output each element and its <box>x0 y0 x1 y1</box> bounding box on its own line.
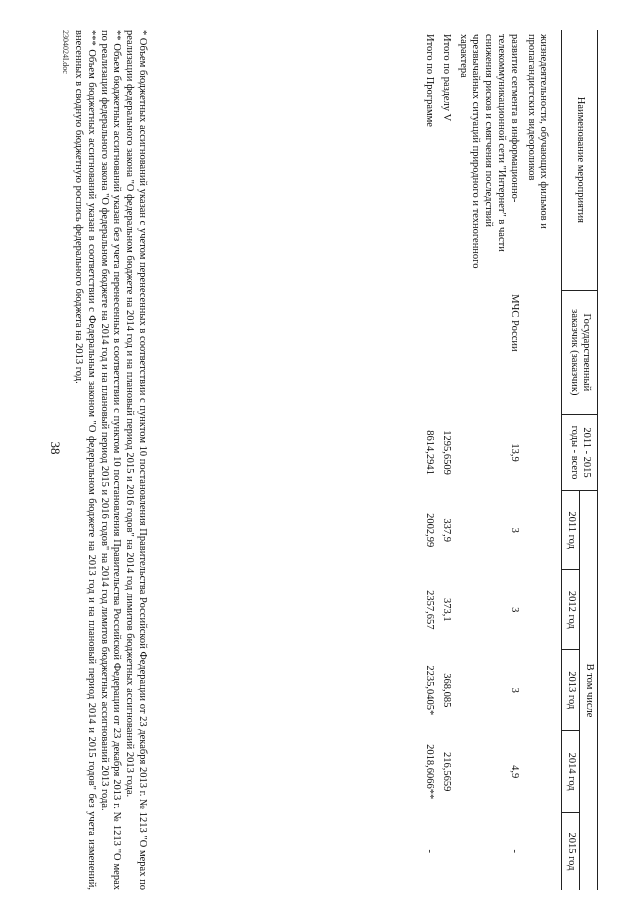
footnote-2: ** Объем бюджетных ассигнований указан без учета перенесенных в соответствии с пунктом 10 постановления Правительства Российской Федерации от 23 декабря 2013 г. № 1213 "О мерах по реализации федерального закона "О федеральном бюджете на 2014 год и на плановый период 2015 и 2016 годов" на 2014 год лимитов бюджетных ассигнований 2013 года. <box>98 30 123 890</box>
footnote-1: * Объем бюджетных ассигнований указан с учетом перенесенных в соответствии с пунктом 10 постановления Правительства Российской Федерации от 23 декабря 2013 г. № 1213 "О мерах по реализации федерального закона "О федеральном бюджете на 2014 год и на плановый период 2015 и 2016 годов" на 2014 год лимитов бюджетных ассигнований 2013 года. <box>124 30 148 890</box>
table-row <box>420 30 437 890</box>
row-value-2012: 2357,657 <box>424 590 436 630</box>
row-name: развитие сегмента в информационно-телекоммуникационной сети "Интернет" в части снижения рисков и смягчения последствий чрезвычайных ситуаций природного и техногенного характера <box>457 34 520 269</box>
row-value-2014: 4,9 <box>508 765 520 779</box>
table-row <box>522 30 552 890</box>
row-total <box>522 414 552 490</box>
row-value-2011: 337,9 <box>440 518 452 542</box>
row-value-2015: - <box>508 849 520 853</box>
row-value-2013: 368,085 <box>440 673 452 708</box>
footnote-3: *** Объем бюджетных ассигнований указан в соответствии с Федеральным законом "О федеральном бюджете на 2013 год и на плановый период 2014 и 2015 годов" без учета изменений, внесенных в сводную бюджетную роспись федерального бюджета на 2013 год. <box>73 30 97 890</box>
rotated-page-content <box>58 30 598 890</box>
row-value-2014 <box>522 731 552 813</box>
row-value-2015 <box>437 812 454 890</box>
header-total: 2011 - 2015 годы - всего <box>562 414 598 490</box>
row-value-2015 <box>522 812 552 890</box>
header-year-2012: 2012 год <box>562 570 580 650</box>
table-row <box>437 30 454 890</box>
header-year-2011: 2011 год <box>562 491 580 570</box>
row-value-2013 <box>522 650 552 731</box>
row-value-2012 <box>522 570 552 650</box>
header-year-2014: 2014 год <box>562 731 580 813</box>
page-number: 38 <box>48 441 63 455</box>
row-value-2011: 3 <box>508 527 520 533</box>
row-name: Итого по Программе <box>424 34 436 127</box>
row-value-2013: 3 <box>508 687 520 693</box>
row-customer <box>437 290 454 414</box>
row-value-2014: 216,5659 <box>440 751 452 792</box>
row-value-2014: 2018,6066** <box>424 744 436 800</box>
row-value-2012: 373,1 <box>440 597 452 622</box>
row-total: 13,9 <box>508 443 520 462</box>
row-name: Итого по разделу V <box>440 34 452 122</box>
file-reference: 2304024l.doc <box>61 30 70 74</box>
row-customer: МЧС России <box>508 294 520 352</box>
header-customer: Государственный заказчик (заказчик) <box>562 290 598 414</box>
header-name: Наименование мероприятия <box>562 30 598 290</box>
budget-table <box>420 30 598 890</box>
row-total: 1295,6509 <box>440 430 452 475</box>
row-value-2013: 2235,0405* <box>424 665 436 716</box>
row-value-2012: 3 <box>508 607 520 613</box>
row-total: 8614,2941 <box>424 430 436 475</box>
row-name: жизнедеятельности, обучающих фильмов и пропагандистских видеороликов <box>525 34 550 229</box>
row-customer <box>420 290 437 414</box>
row-value-2015: - <box>424 849 436 853</box>
header-including: В том числе <box>580 491 598 890</box>
row-customer <box>522 290 552 414</box>
footnotes <box>71 30 148 890</box>
row-value-2011: 2002,99 <box>424 513 436 548</box>
row-value-2011 <box>522 491 552 570</box>
header-year-2013: 2013 год <box>562 650 580 731</box>
table-row <box>454 30 522 890</box>
header-year-2015: 2015 год <box>562 812 580 890</box>
